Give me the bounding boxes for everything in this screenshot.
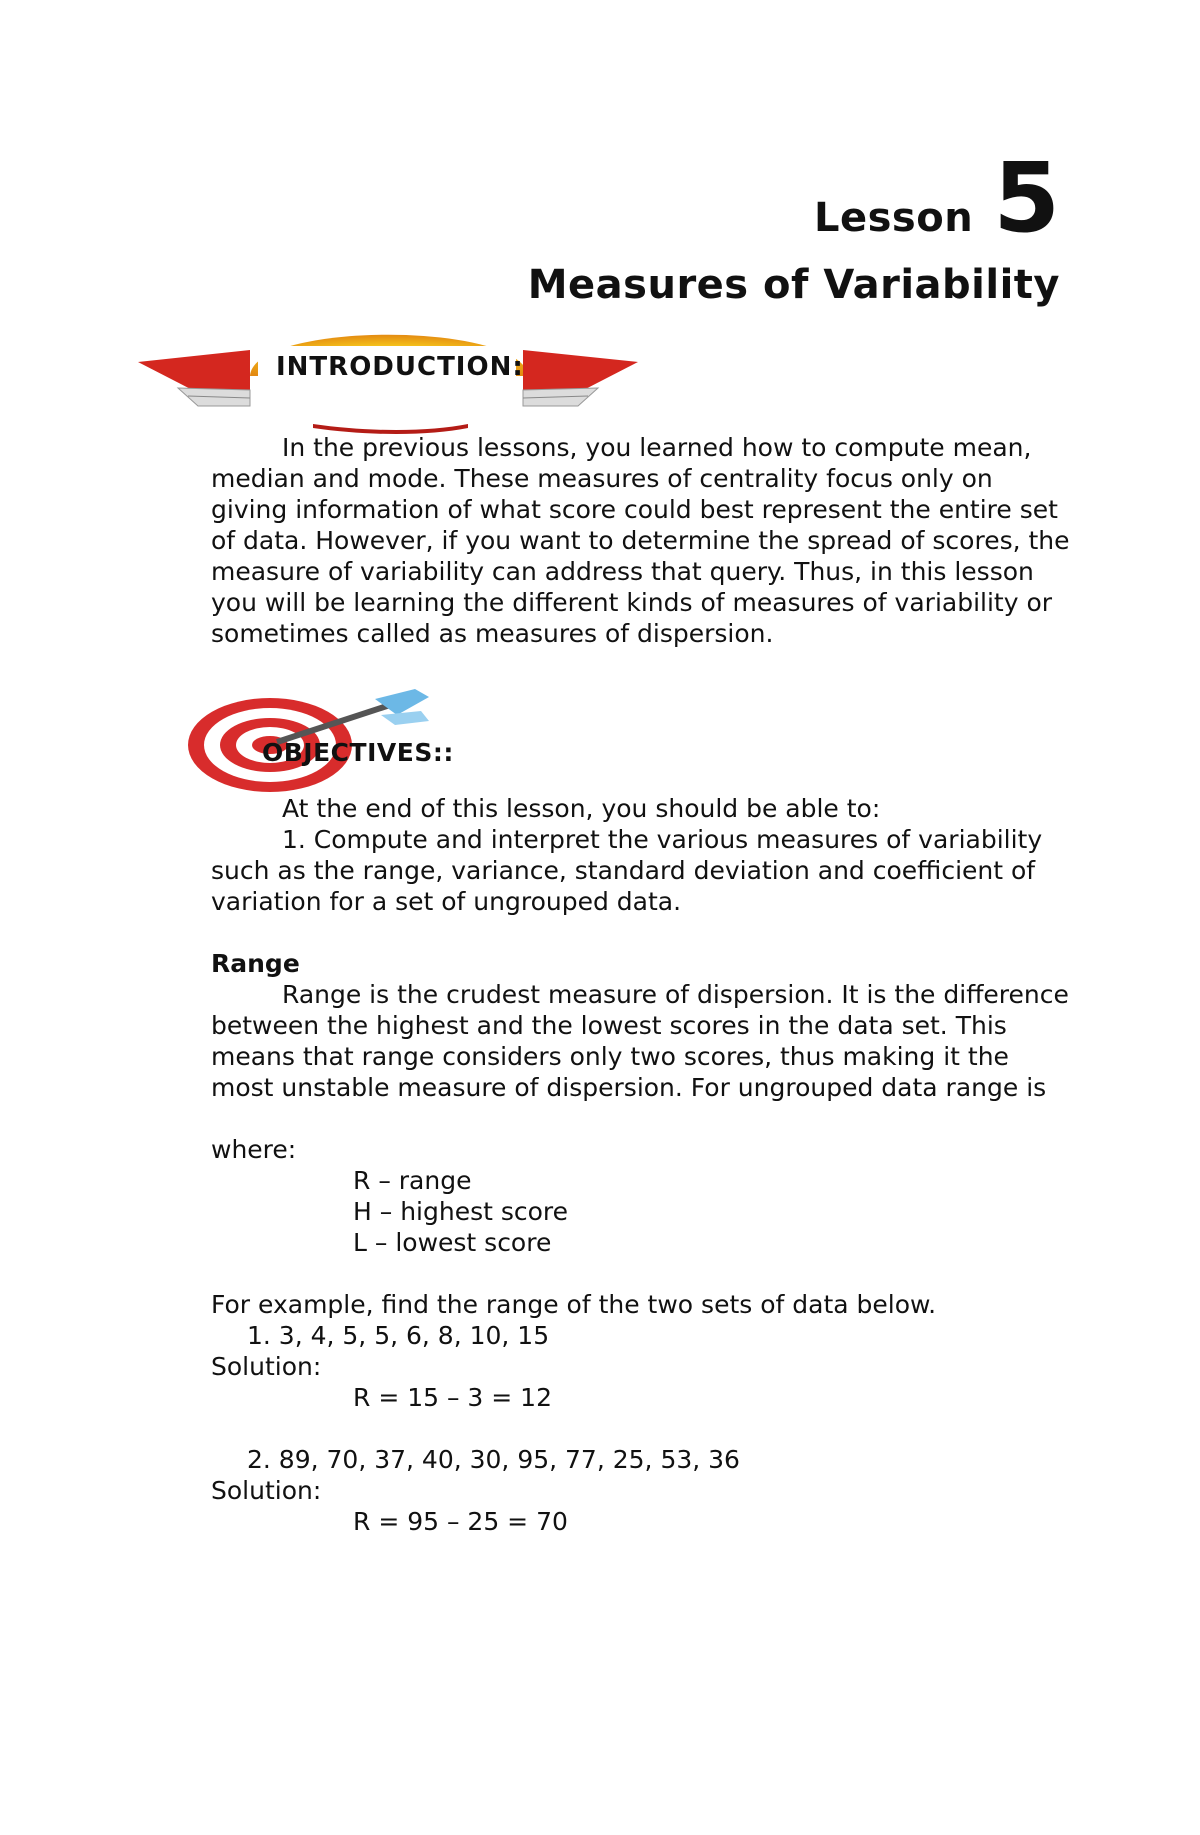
solution-1: R = 15 – 3 = 12 — [353, 1383, 552, 1412]
range-heading: Range — [211, 949, 300, 978]
definition-range: R – range — [353, 1166, 472, 1195]
definition-highest: H – highest score — [353, 1197, 569, 1226]
introduction-text: In the previous lessons, you learned how to compute mean, median and mode. These measures of centrality focus only on giving information of what score could best represent the entire set of data. However, if you want to determine the spread of scores, the measure of variability can address that query. Thus, in this lesson you will be learning the different kinds of measures of variability or sometimes called as measures of dispersion. — [211, 433, 1070, 648]
solution-label-1: Solution: — [211, 1352, 322, 1381]
solution-label-2: Solution: — [211, 1476, 322, 1505]
lesson-header — [814, 142, 1060, 254]
lesson-label: Lesson — [814, 195, 974, 241]
objectives-label: OBJECTIVES:: — [262, 738, 454, 767]
page-title: Measures of Variability — [527, 262, 1060, 308]
introduction-label: INTRODUCTION: — [276, 352, 524, 382]
range-text: Range is the crudest measure of dispersion. It is the difference between the highest and the lowest scores in the data set. This means that range considers only two scores, thus making it the most unstable measure of dispersion. For ungrouped data range is — [211, 980, 1069, 1102]
objectives-intro: At the end of this lesson, you should be able to: — [282, 794, 881, 823]
where-label: where: — [211, 1135, 297, 1164]
example-set-2: 2. 89, 70, 37, 40, 30, 95, 77, 25, 53, 36 — [247, 1445, 740, 1474]
solution-2: R = 95 – 25 = 70 — [353, 1507, 568, 1536]
definition-lowest: L – lowest score — [353, 1228, 552, 1257]
example-set-1: 1. 3, 4, 5, 5, 6, 8, 10, 15 — [247, 1321, 550, 1350]
objective-item-1: 1. Compute and interpret the various measures of variability such as the range, variance, standard deviation and coefficient of variation for a set of ungrouped data. — [211, 825, 1043, 916]
example-intro: For example, find the range of the two sets of data below. — [211, 1290, 937, 1319]
lesson-number: 5 — [993, 142, 1060, 254]
